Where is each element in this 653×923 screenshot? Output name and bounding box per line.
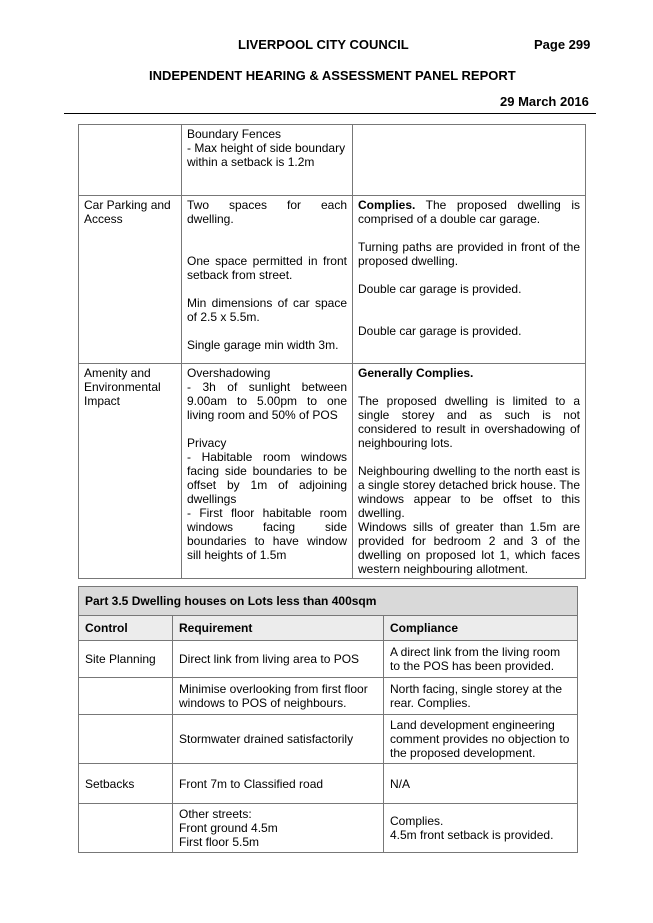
compliance-cell xyxy=(353,125,586,196)
compliance-cell: A direct link from the living room to the POS has been provided. xyxy=(384,641,578,678)
requirement-cell xyxy=(173,804,384,853)
control-cell xyxy=(79,678,173,715)
column-header-requirement: Requirement xyxy=(173,616,384,641)
table-row xyxy=(79,715,578,764)
table-row xyxy=(79,678,578,715)
table-row xyxy=(79,125,586,196)
requirement-text: Front ground 4.5m xyxy=(179,821,278,835)
compliance-heading: Generally Complies. xyxy=(358,366,474,380)
requirement-text: Min dimensions of car space of 2.5 x 5.5m. xyxy=(187,296,347,324)
compliance-cell: Land development engineering comment provides no objection to the proposed development. xyxy=(384,715,578,764)
page-number: Page 299 xyxy=(534,37,591,52)
table-row xyxy=(79,196,586,364)
table-row xyxy=(79,764,578,804)
control-cell: Site Planning xyxy=(79,641,173,678)
control-cell xyxy=(79,804,173,853)
compliance-cell xyxy=(353,364,586,579)
requirement-text: - Habitable room windows facing side boundaries to be offset by 1m of adjoining dwellings xyxy=(187,450,347,506)
compliance-text: Turning paths are provided in front of the proposed dwelling. xyxy=(358,240,580,268)
compliance-text: Windows sills of greater than 1.5m are provided for bedroom 2 and 3 of the dwelling on proposed lot 1, which faces western neighbouring allotment. xyxy=(358,520,580,576)
assessment-table-continued xyxy=(78,124,586,579)
requirement-text: - 3h of sunlight between 9.00am to 5.00pm to one living room and 50% of POS xyxy=(187,380,347,422)
report-date: 29 March 2016 xyxy=(500,94,589,109)
council-name: LIVERPOOL CITY COUNCIL xyxy=(238,37,409,52)
header-rule xyxy=(64,113,596,114)
compliance-text: Double car garage is provided. xyxy=(358,282,522,296)
requirement-text: Overshadowing xyxy=(187,366,271,380)
complies-label: Complies. xyxy=(358,198,416,212)
control-cell: Setbacks xyxy=(79,764,173,804)
control-cell: Amenity and Environmental Impact xyxy=(79,364,182,579)
compliance-cell: North facing, single storey at the rear. Complies. xyxy=(384,678,578,715)
compliance-text: Neighbouring dwelling to the north east is a single storey detached brick house. The windows appear to be offset to this dwelling. xyxy=(358,464,580,520)
requirement-text: First floor 5.5m xyxy=(179,835,260,849)
control-cell xyxy=(79,125,182,196)
requirement-cell: Direct link from living area to POS xyxy=(173,641,384,678)
table-row xyxy=(79,364,586,579)
control-cell: Car Parking and Access xyxy=(79,196,182,364)
requirement-text: Single garage min width 3m. xyxy=(187,338,339,352)
requirement-text: Privacy xyxy=(187,436,227,450)
compliance-text: The proposed dwelling is comprised of a double car garage. xyxy=(358,198,580,226)
table-row xyxy=(79,804,578,853)
requirement-text: Boundary Fences xyxy=(187,127,282,141)
requirement-cell xyxy=(182,196,353,364)
compliance-text: The proposed dwelling is limited to a single storey and as such is not considered to result in overshadowing of neighbouring lots. xyxy=(358,394,580,450)
requirement-text: Two spaces for each dwelling. xyxy=(187,198,347,226)
column-header-control: Control xyxy=(79,616,173,641)
requirement-cell xyxy=(182,125,353,196)
column-header-compliance: Compliance xyxy=(384,616,578,641)
compliance-cell: N/A xyxy=(384,764,578,804)
requirement-text: One space permitted in front setback from street. xyxy=(187,254,347,282)
table-row xyxy=(79,641,578,678)
compliance-text: Double car garage is provided. xyxy=(358,324,522,338)
compliance-cell xyxy=(353,196,586,364)
requirement-cell: Minimise overlooking from first floor windows to POS of neighbours. xyxy=(173,678,384,715)
requirement-text: - Max height of side boundary within a setback is 1.2m xyxy=(187,141,346,169)
compliance-text: Complies. xyxy=(390,814,444,828)
requirement-cell: Stormwater drained satisfactorily xyxy=(173,715,384,764)
control-cell xyxy=(79,715,173,764)
compliance-text xyxy=(358,198,580,226)
requirement-cell xyxy=(182,364,353,579)
part-3-5-table xyxy=(78,586,578,853)
requirement-text: Other streets: xyxy=(179,807,252,821)
compliance-text: 4.5m front setback is provided. xyxy=(390,828,554,842)
table-title-row xyxy=(79,587,578,616)
requirement-cell: Front 7m to Classified road xyxy=(173,764,384,804)
table-title: Part 3.5 Dwelling houses on Lots less than 400sqm xyxy=(79,587,578,616)
compliance-cell xyxy=(384,804,578,853)
requirement-text: - First floor habitable room windows facing side boundaries to have window sill heights of 1.5m xyxy=(187,506,347,562)
table-header-row xyxy=(79,616,578,641)
report-title: INDEPENDENT HEARING & ASSESSMENT PANEL REPORT xyxy=(149,68,516,83)
